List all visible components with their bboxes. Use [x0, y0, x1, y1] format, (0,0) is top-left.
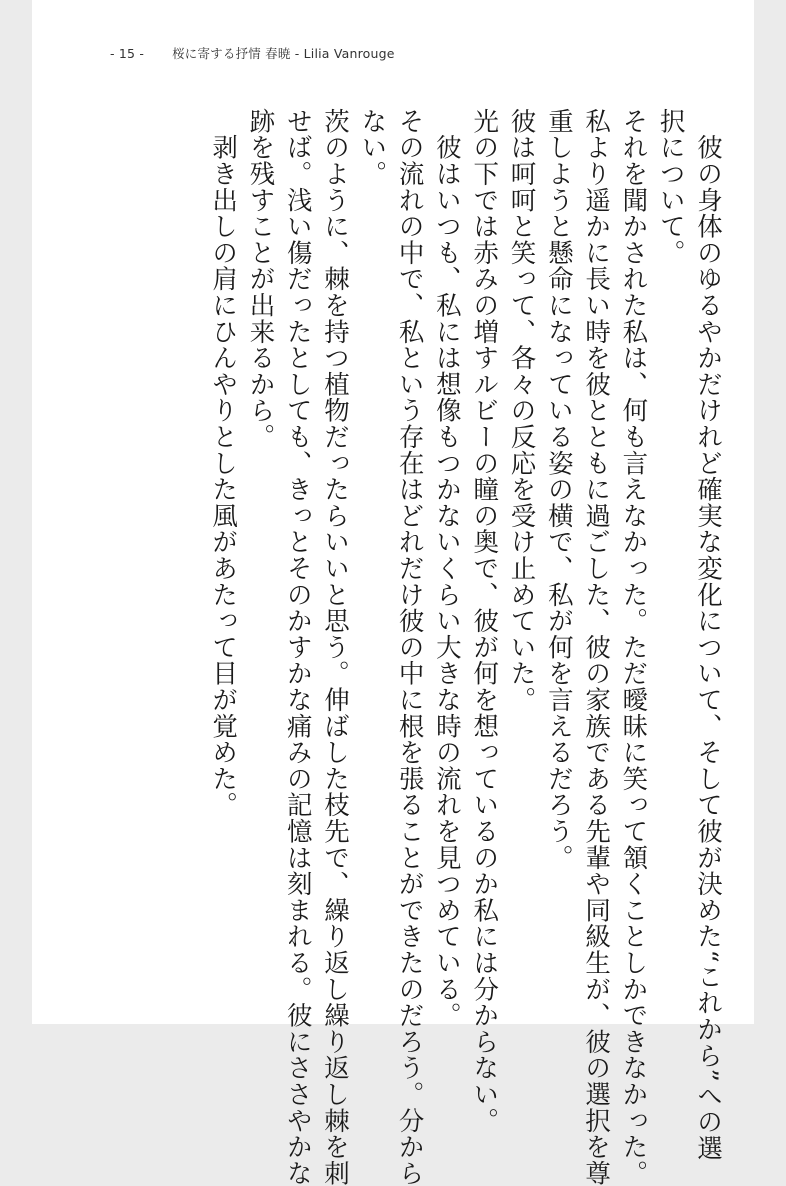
text-line: 茨のように、棘を持つ植物だったらいいと思う。伸ばした枝先で、繰り返し繰り返し棘を刺	[320, 108, 351, 1186]
text-line: 跡を残すことが出来るから。	[245, 108, 276, 450]
text-line: 彼は呵呵と笑って、各々の反応を受け止めていた。	[506, 108, 537, 713]
text-line: 私より遥かに長い時を彼とともに過ごした、彼の家族である先輩や同級生が、彼の選択を尊	[581, 108, 612, 1186]
text-line: ない。	[357, 108, 388, 187]
text-line: 光の下では赤みの増すルビーの瞳の奥で、彼が何を想っているのか私には分からない。	[469, 108, 500, 1134]
text-line: その流れの中で、私という存在はどれだけ彼の中に根を張ることができたのだろう。分から	[394, 108, 425, 1186]
text-line: 剥き出しの肩にひんやりとした風があたって目が覚めた。	[208, 108, 239, 819]
text-line: それを聞かされた私は、何も言えなかった。ただ曖昧に笑って頷くことしかできなかった。	[618, 108, 649, 1186]
text-line: 択について。	[655, 108, 686, 266]
vertical-text-body	[204, 108, 726, 1186]
text-line: 彼はいつも、私には想像もつかないくらい大きな時の流れを見つめている。	[431, 108, 462, 1029]
page-number: - 15 -	[110, 46, 145, 61]
page-header	[110, 44, 395, 62]
running-title: 桜に寄する抒情 春暁 - Lilia Vanrouge	[172, 46, 395, 61]
text-line: 彼の身体のゆるやかだけれど確実な変化について、そして彼が決めた“これから”への選	[693, 108, 723, 1162]
book-page	[32, 0, 754, 1186]
text-line: せば。浅い傷だったとしても、きっとそのかすかな痛みの記憶は刻まれる。彼にささやかな	[282, 108, 313, 1186]
text-line: 重しようと懸命になっている姿の横で、私が何を言えるだろう。	[543, 108, 574, 871]
